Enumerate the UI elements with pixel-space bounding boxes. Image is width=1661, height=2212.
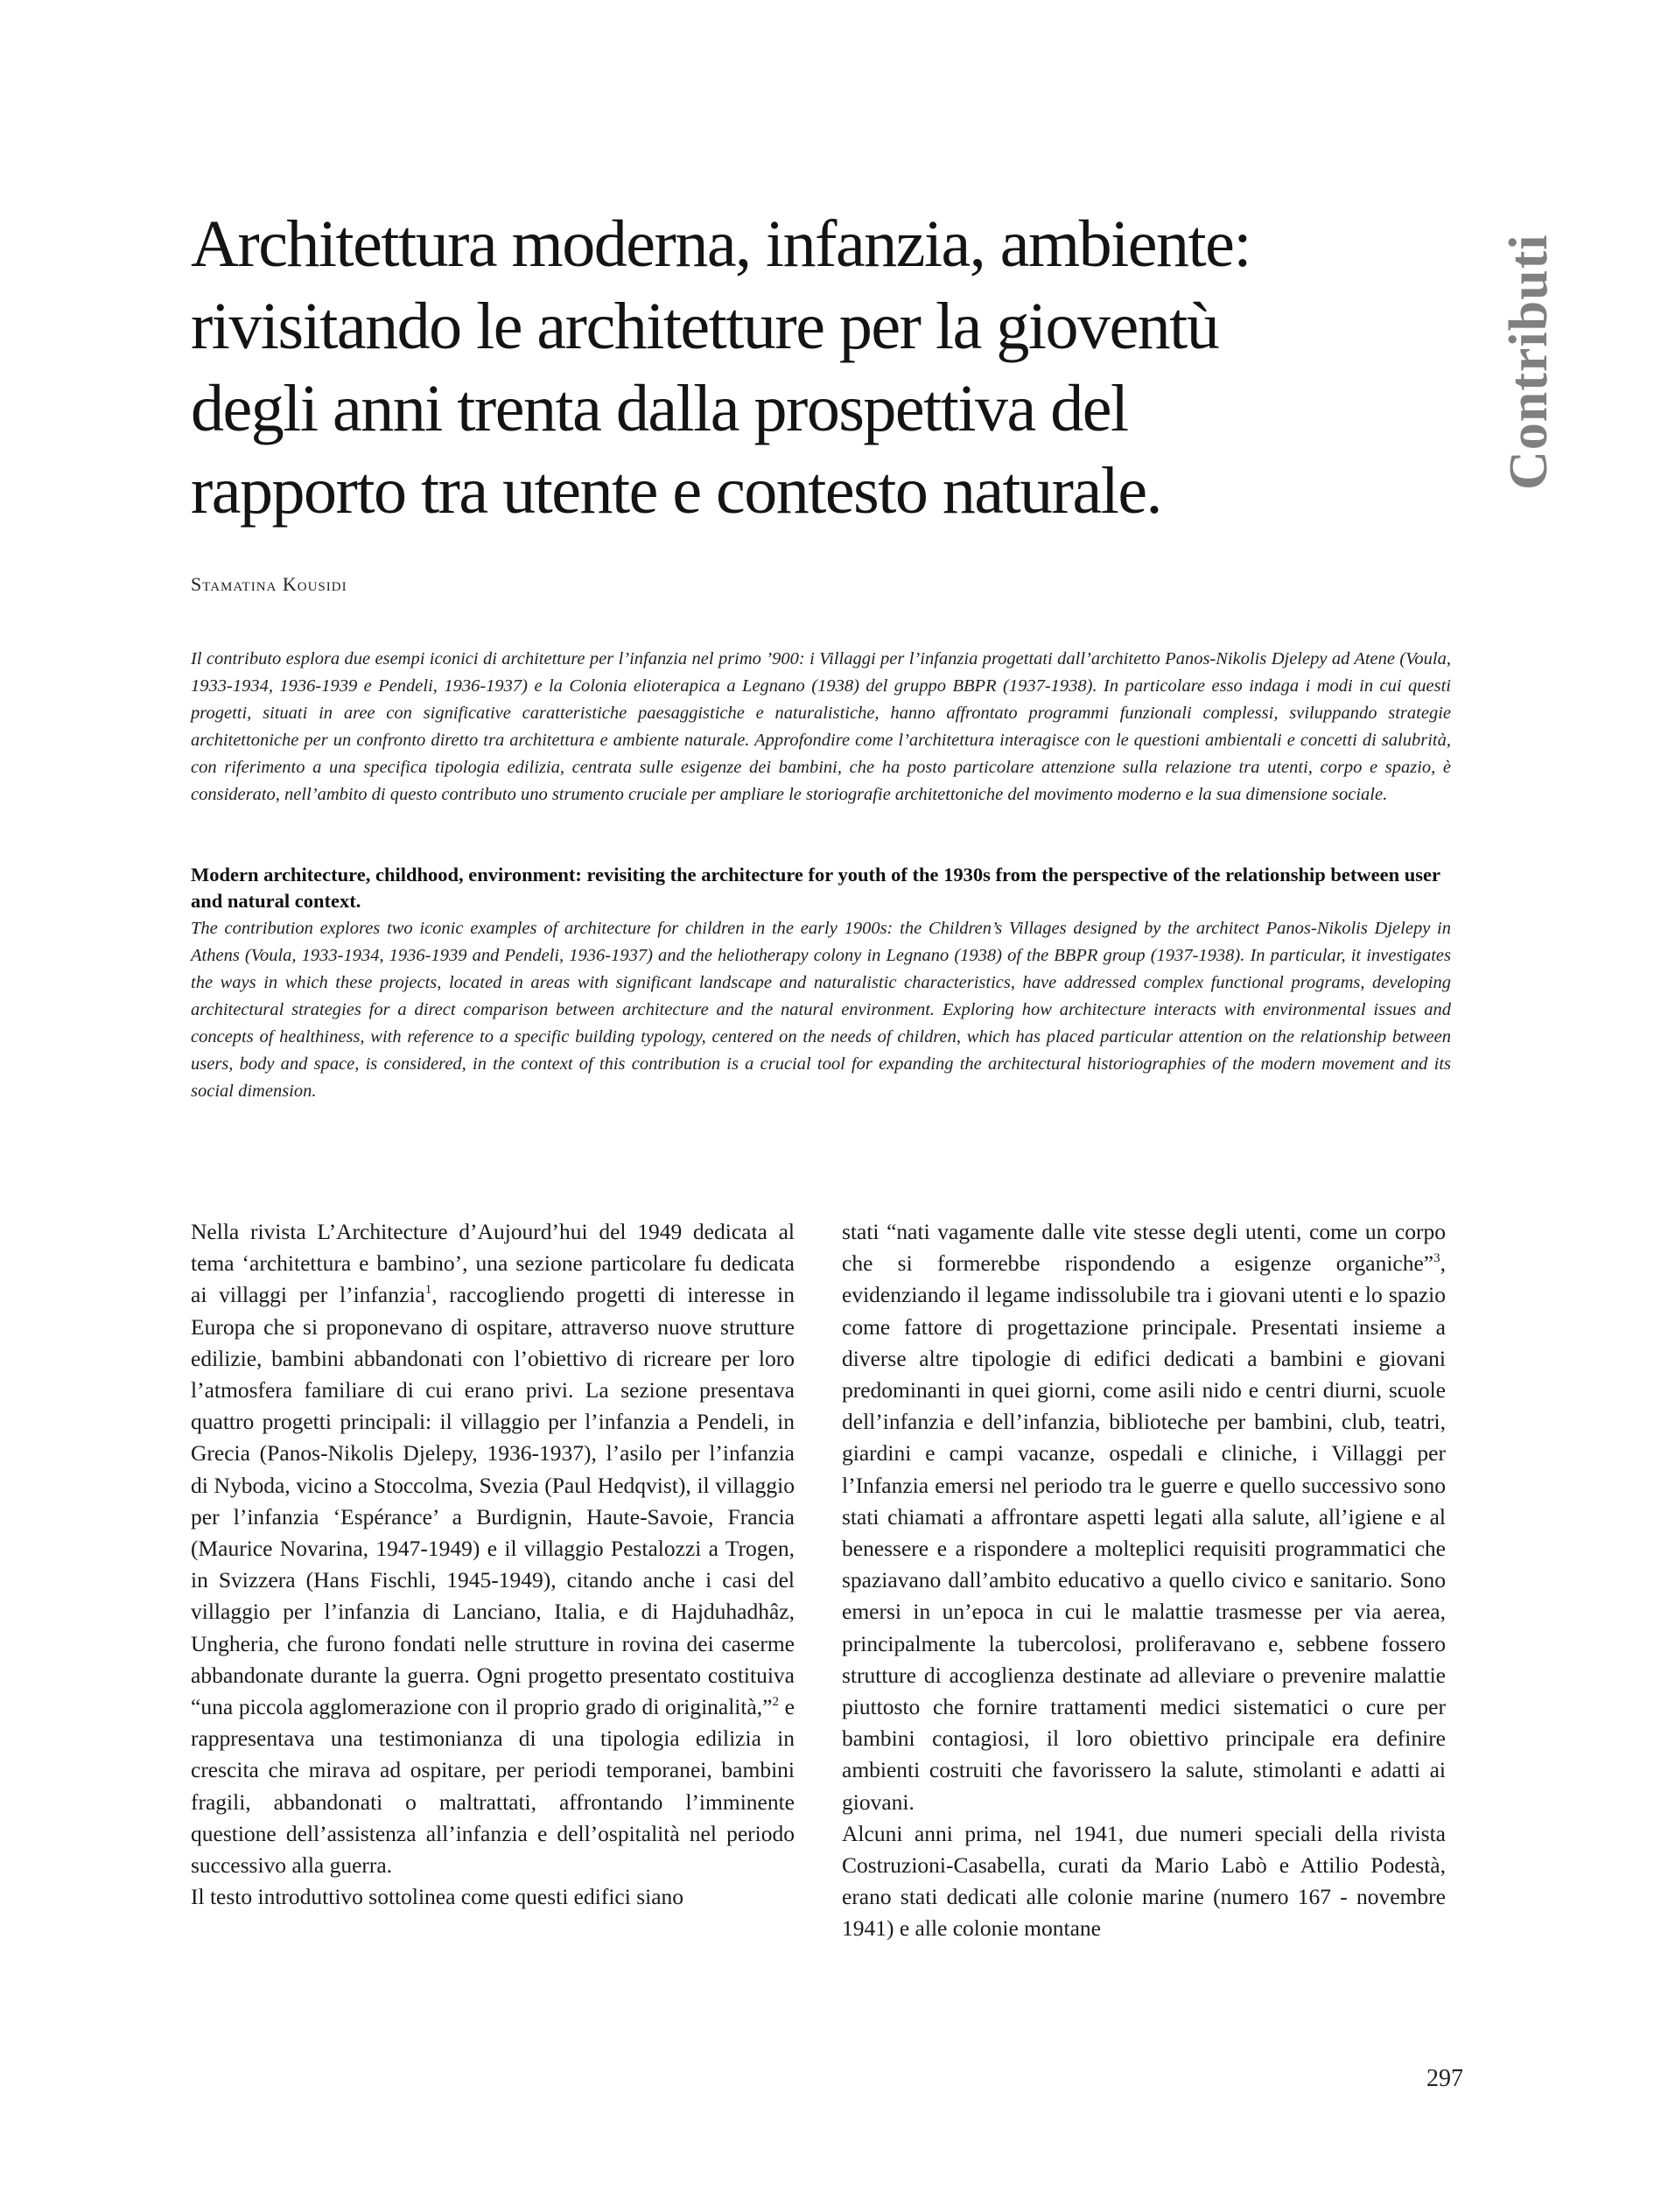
section-label: Contributi: [1499, 234, 1559, 490]
body-text: e rappresentava una testimonianza di una tipologia edilizia in crescita che mirava ad ospitare, per periodi temporanei, bambini fragili, abbandonati o maltrattati, affrontando l’imminente questione dell’assistenza all’infanzia e dell’ospitalità nel periodo successivo alla guerra.: [191, 1694, 795, 1879]
abstract-english-title: Modern architecture, childhood, environment: revisiting the architecture for youth of the 1930s from the perspective of the relationship between user and natural context.: [191, 864, 1440, 912]
body-text: Nella rivista L’Architecture d’Aujourd’hui del 1949 dedicata al tema ‘architettura e bambino’, una sezione particolare fu dedicata ai villaggi per l’infanzia: [191, 1219, 795, 1308]
body-text: , evidenziando il legame indissolubile tra i giovani utenti e lo spazio come fattore di progettazione principale. Presentati insieme a diverse altre tipologie di edifici dedicati a bambini e giovani predominanti in quei giorni, come asili nido e centri diurni, scuole dell’infanzia e dell’infanzia, biblioteche per bambini, club, teatri, giardini e campi vacanze, ospedali e cliniche, i Villaggi per l’Infanzia emersi nel periodo tra le guerre e quello successivo sono stati chiamati a affrontare aspetti legati alla salute, all’igiene e al benessere e a rispondere a molteplici requisiti programmatici che spaziavano dall’ambito educativo a quello civico e sanitario. Sono emersi in un’epoca in cui le malattie trasmesse per via aerea, principalmente la tubercolosi, proliferavano e, sebbene fossero strutture di accoglienza destinate ad alleviare o prevenire malattie piuttosto che fornire trattamenti medici sistematici o cure per bambini contagiosi, il loro obiettivo principale era definire ambienti costruiti che favorissero la salute, stimolanti e adatti ai giovani.: [842, 1250, 1446, 1815]
body-paragraph: [842, 1216, 1446, 1818]
body-column-left: [191, 1216, 795, 1913]
title-line: Architettura moderna, infanzia, ambiente:: [191, 207, 1251, 281]
title-line: rapporto tra utente e contesto naturale.: [191, 454, 1162, 528]
body-paragraph: Alcuni anni prima, nel 1941, due numeri speciali della rivista Costruzioni-Casabella, curati da Mario Labò e Attilio Podestà, erano stati dedicati alle colonie marine (numero 167 - novembre 1941) e alle colonie montane: [842, 1820, 1446, 1942]
article-title: [191, 203, 1451, 532]
body-paragraph: [191, 1216, 795, 1881]
footnote-ref[interactable]: 3: [1433, 1251, 1440, 1266]
body-text: stati “nati vagamente dalle vite stesse degli utenti, come un corpo che si formerebbe rispondendo a esigenze organiche”: [842, 1219, 1446, 1277]
abstract-italian: Il contributo esplora due esempi iconici di architetture per l’infanzia nel primo ’900: i Villaggi per l’infanzia progettati dall’architetto Panos-Nikolis Djelepy ad Atene (Voula, 1933-1934, 1936-1939 e Pendeli, 1936-1937) e la Colonia elioterapica a Legnano (1938) del gruppo BBPR (1937-1938). In particolare esso indaga i modi in cui questi progetti, situati in aree con significative caratteristiche paesaggistiche e naturalistiche, hanno affrontato programmi funzionali complessi, sviluppando strategie architettoniche per un confronto diretto tra architettura e ambiente naturale. Approfondire come l’architettura interagisce con le questioni ambientali e concetti di salubrità, con riferimento a una specifica tipologia edilizia, centrata sulle esigenze dei bambini, che ha posto particolare attenzione sulla relazione tra utenti, corpo e spazio, è considerato, nell’ambito di questo contributo uno strumento cruciale per ampliare le storiografie architettoniche del movimento moderno e la sua dimensione sociale.: [191, 649, 1451, 804]
body-text: , raccogliendo progetti di interesse in Europa che si proponevano di ospitare, attraverso nuove strutture edilizie, bambini abbandonati con l’obiettivo di ricreare per loro l’atmosfera familiare di cui erano privi. La sezione presentava quattro progetti principali: il villaggio per l’infanzia a Pendeli, in Grecia (Panos-Nikolis Djelepy, 1936-1937), l’asilo per l’infanzia di Nyboda, vicino a Stoccolma, Svezia (Paul Hedqvist), il villaggio per l’infanzia ‘Espérance’ a Burdignin, Haute-Savoie, Francia (Maurice Novarina, 1947-1949) e il villaggio Pestalozzi a Trogen, in Svizzera (Hans Fischli, 1945-1949), citando anche i casi del villaggio per l’infanzia di Lanciano, Italia, e di Hajduhadhâz, Ungheria, che furono fondati nelle strutture in rovina dei caserme abbandonate durante la guerra. Ogni progetto presentato costituiva “una piccola agglomerazione con il proprio grado di originalità,”: [191, 1282, 795, 1720]
page-number: 297: [1426, 2065, 1463, 2092]
abstract-english: The contribution explores two iconic examples of architecture for children in the early 1900s: the Children’s Villages designed by the architect Panos-Nikolis Djelepy in Athens (Voula, 1933-1934, 1936-1939 and Pendeli, 1936-1937) and the heliotherapy colony in Legnano (1938) of the BBPR group (1937-1938). In particular, it investigates the ways in which these projects, located in areas with significant landscape and naturalistic characteristics, have addressed complex functional programs, developing architectural strategies for a direct comparison between architecture and the natural environment. Exploring how architecture interacts with environmental issues and concepts of healthiness, with reference to a specific building typology, centered on the needs of children, which has placed particular attention on the relationship between users, body and space, is considered, in the context of this contribution is a crucial tool for expanding the architectural historiographies of the modern movement and its social dimension.: [191, 919, 1451, 1101]
footnote-ref[interactable]: 2: [772, 1695, 779, 1710]
title-line: rivisitando le architetture per la gioventù: [191, 290, 1219, 363]
body-column-right: [842, 1216, 1446, 1945]
body-paragraph: Il testo introduttivo sottolinea come questi edifici siano: [191, 1884, 684, 1910]
footnote-ref[interactable]: 1: [424, 1283, 432, 1298]
title-line: degli anni trenta dalla prospettiva del: [191, 372, 1128, 445]
author-name: Stamatina Kousidi: [191, 573, 347, 595]
